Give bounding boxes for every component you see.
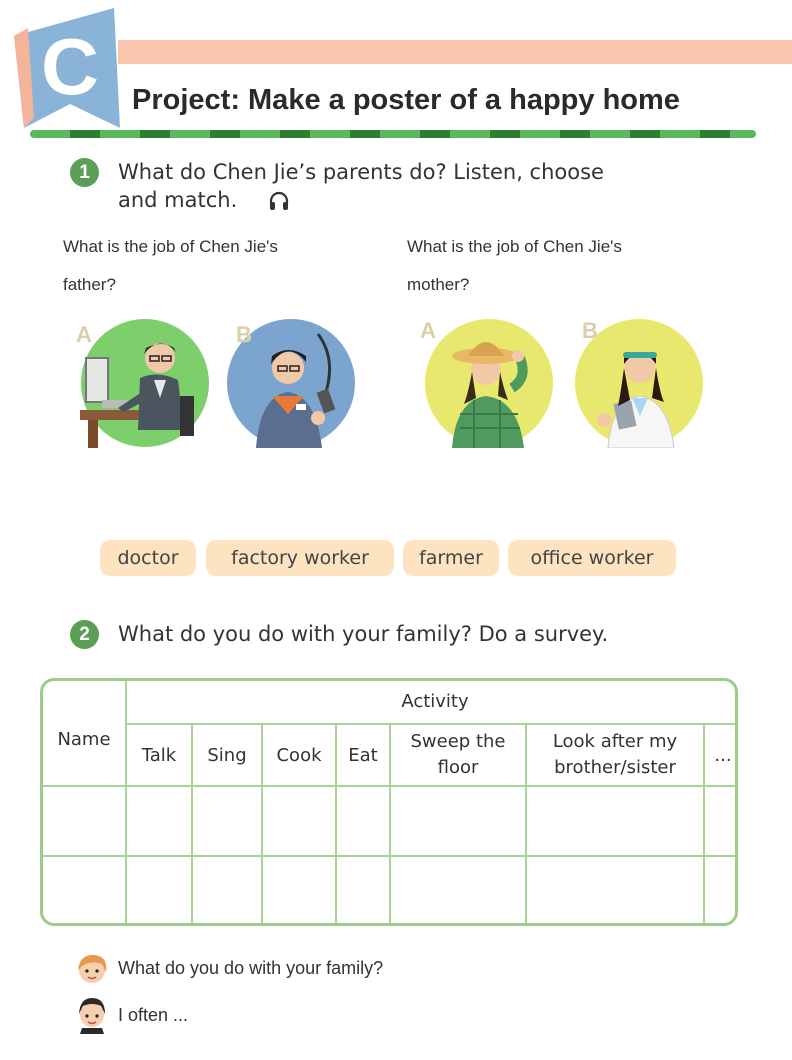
header-band [118,40,792,64]
page-title: Project: Make a poster of a happy home [132,84,680,116]
column-header-sweep-line1: Sweep the [410,731,506,752]
title-underline [30,128,756,140]
section-1-number: 1 [70,158,99,187]
father-question-line1: What is the job of Chen Jie's [63,237,278,256]
section-1-instruction-line2: and match. [118,188,238,212]
column-header-look-after-line2: brother/sister [554,757,676,778]
column-header-talk: Talk [141,745,177,766]
word-chip-factory-worker[interactable]: factory worker [206,540,394,576]
activity-header: Activity [401,691,469,712]
word-chip-doctor[interactable]: doctor [100,540,196,576]
farmer-picture[interactable] [424,318,554,448]
survey-table [40,678,738,926]
column-header-sing: Sing [207,745,247,766]
father-question-line2: father? [63,275,116,294]
office-worker-picture[interactable] [80,318,210,448]
father-option-b-letter: B [236,322,252,347]
mother-question-line1: What is the job of Chen Jie's [407,237,622,256]
word-chip-farmer[interactable]: farmer [403,540,499,576]
dialogue-line-1: What do you do with your family? [118,958,384,978]
dialogue-line-2: I often ... [118,1005,189,1025]
headphones-icon[interactable] [268,190,290,212]
section-1-instruction-line1: What do Chen Jie’s parents do? Listen, choose [118,160,604,184]
father-option-a-letter: A [76,322,92,347]
section-2-number: 2 [70,620,99,649]
boy-avatar [74,994,110,1034]
column-header-sweep-line2: floor [437,757,479,778]
girl-avatar [74,950,110,990]
column-header-eat: Eat [348,745,378,766]
mother-question-line2: mother? [407,275,470,294]
section-2-instruction: What do you do with your family? Do a survey. [118,622,609,646]
column-header-look-after-line1: Look after my [552,731,678,752]
mother-option-a-letter: A [420,318,436,343]
name-column-header: Name [57,729,111,750]
column-header-more: ... [714,745,732,766]
word-chip-office-worker[interactable]: office worker [508,540,676,576]
badge-letter: C [41,22,99,111]
mother-option-b-letter: B [582,318,598,343]
section-c-badge [14,8,126,128]
column-header-cook: Cook [276,745,322,766]
